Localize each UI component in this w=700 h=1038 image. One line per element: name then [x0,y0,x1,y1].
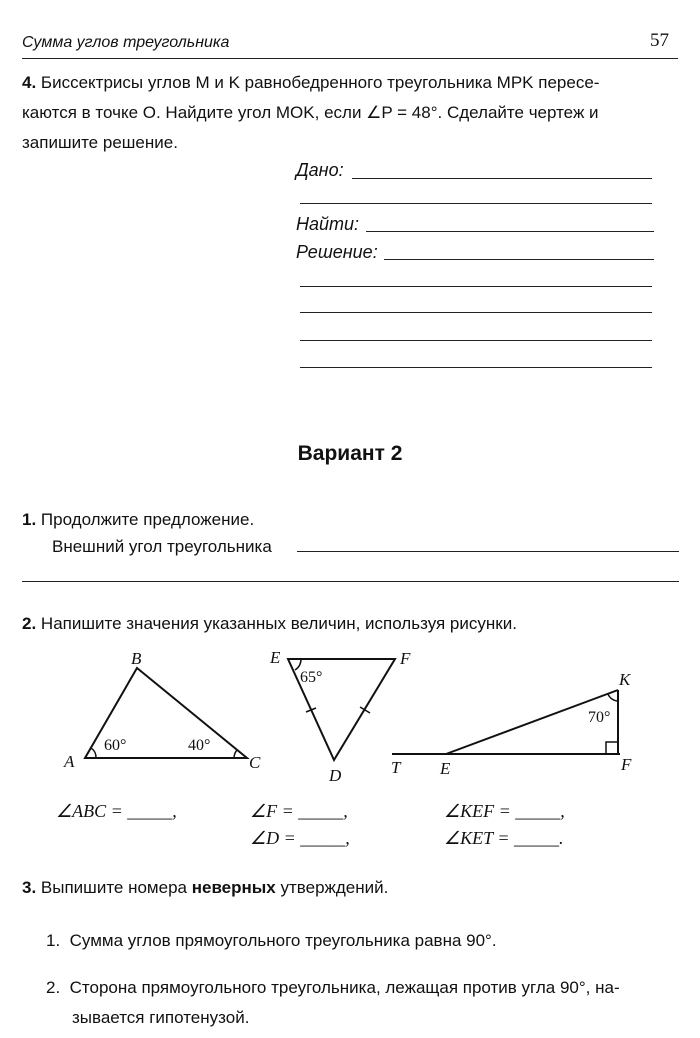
task2-number: 2. [22,614,37,633]
given-label: Дано: [296,160,344,180]
triangle-ekf-figure [391,670,632,778]
label-k: K [619,670,631,689]
question-d[interactable]: ∠D = _____, [250,828,350,848]
task2-text: Напишите значения указанных величин, используя рисунки. [40,614,517,633]
angle-a-arc [91,748,96,758]
task4-line1: Биссектрисы углов M и K равнобедренного треугольника MPK пересе- [40,73,600,92]
task1-answer-line-2[interactable] [22,581,679,582]
task3-statement [22,878,388,898]
angle-c-value: 40° [188,737,211,754]
triangle-abc-figure [63,649,261,772]
task1-prompt: Внешний угол треугольника [52,537,272,556]
task4-statement [22,68,682,158]
label-c: C [249,753,261,772]
task1-text: Продолжите предложение. [40,510,255,529]
angle-k-arc [608,694,618,701]
header-rule [22,58,678,59]
variant-title: Вариант 2 [297,442,403,465]
question-f[interactable]: ∠F = _____, [250,801,348,821]
angle-e-value: 65° [300,669,323,686]
label-t: T [391,758,401,777]
label-f2: F [621,755,632,774]
solution-answer-line-5[interactable] [300,367,652,368]
triangle-efd-figure [269,648,411,785]
label-b: B [131,649,142,668]
task3-text-before: Выпишите номера [40,878,187,897]
running-header-title: Сумма углов треугольника [22,34,230,51]
question-kef[interactable]: ∠KEF = _____, [444,801,565,821]
task3-text-after: утверждений. [280,878,389,897]
question-abc[interactable]: ∠ABC = _____, [56,801,177,821]
angle-k-value: 70° [588,709,611,726]
statement-2 [46,973,620,1033]
statement-1-number: 1. [46,931,61,950]
statement-2-number: 2. [46,978,61,997]
statement-1 [46,931,497,951]
solution-answer-line-2[interactable] [300,286,652,287]
solution-answer-line-4[interactable] [300,340,652,341]
statement-2-line1: Сторона прямоугольного треугольника, лежащая против угла 90°, на- [69,978,620,997]
label-f: F [400,649,411,668]
label-e2: E [440,759,451,778]
task4-line2: каются в точке O. Найдите угол MOK, если ∠P = 48°. Сделайте чертеж и [22,103,599,122]
find-answer-line[interactable] [366,231,654,232]
task3-number: 3. [22,878,37,897]
task4-number: 4. [22,73,37,92]
solution-answer-line-1[interactable] [384,259,654,260]
task1-answer-line-1[interactable] [297,551,679,552]
label-a: A [64,752,75,771]
right-angle-mark [606,742,618,754]
angle-a-value: 60° [104,737,127,754]
statement-1-text: Сумма углов прямоугольного треугольника равна 90°. [69,931,497,950]
task2-figures [0,640,700,785]
given-answer-line-1[interactable] [352,178,652,179]
question-ket[interactable]: ∠KET = _____. [444,828,564,848]
angle-c-arc [234,750,237,758]
statement-2-line2: зывается гипотенузой. [72,1008,250,1027]
solution-answer-line-3[interactable] [300,312,652,313]
label-e: E [270,648,281,667]
label-d: D [329,766,342,785]
given-answer-line-2[interactable] [300,203,652,204]
task3-text-bold: неверных [191,878,276,897]
task1-number: 1. [22,510,37,529]
task4-line3: запишите решение. [22,133,178,152]
task2-statement [22,614,517,634]
find-label: Найти: [296,214,360,234]
task1-statement [22,510,254,530]
page-number: 57 [650,30,669,51]
solution-label: Решение: [296,242,378,262]
